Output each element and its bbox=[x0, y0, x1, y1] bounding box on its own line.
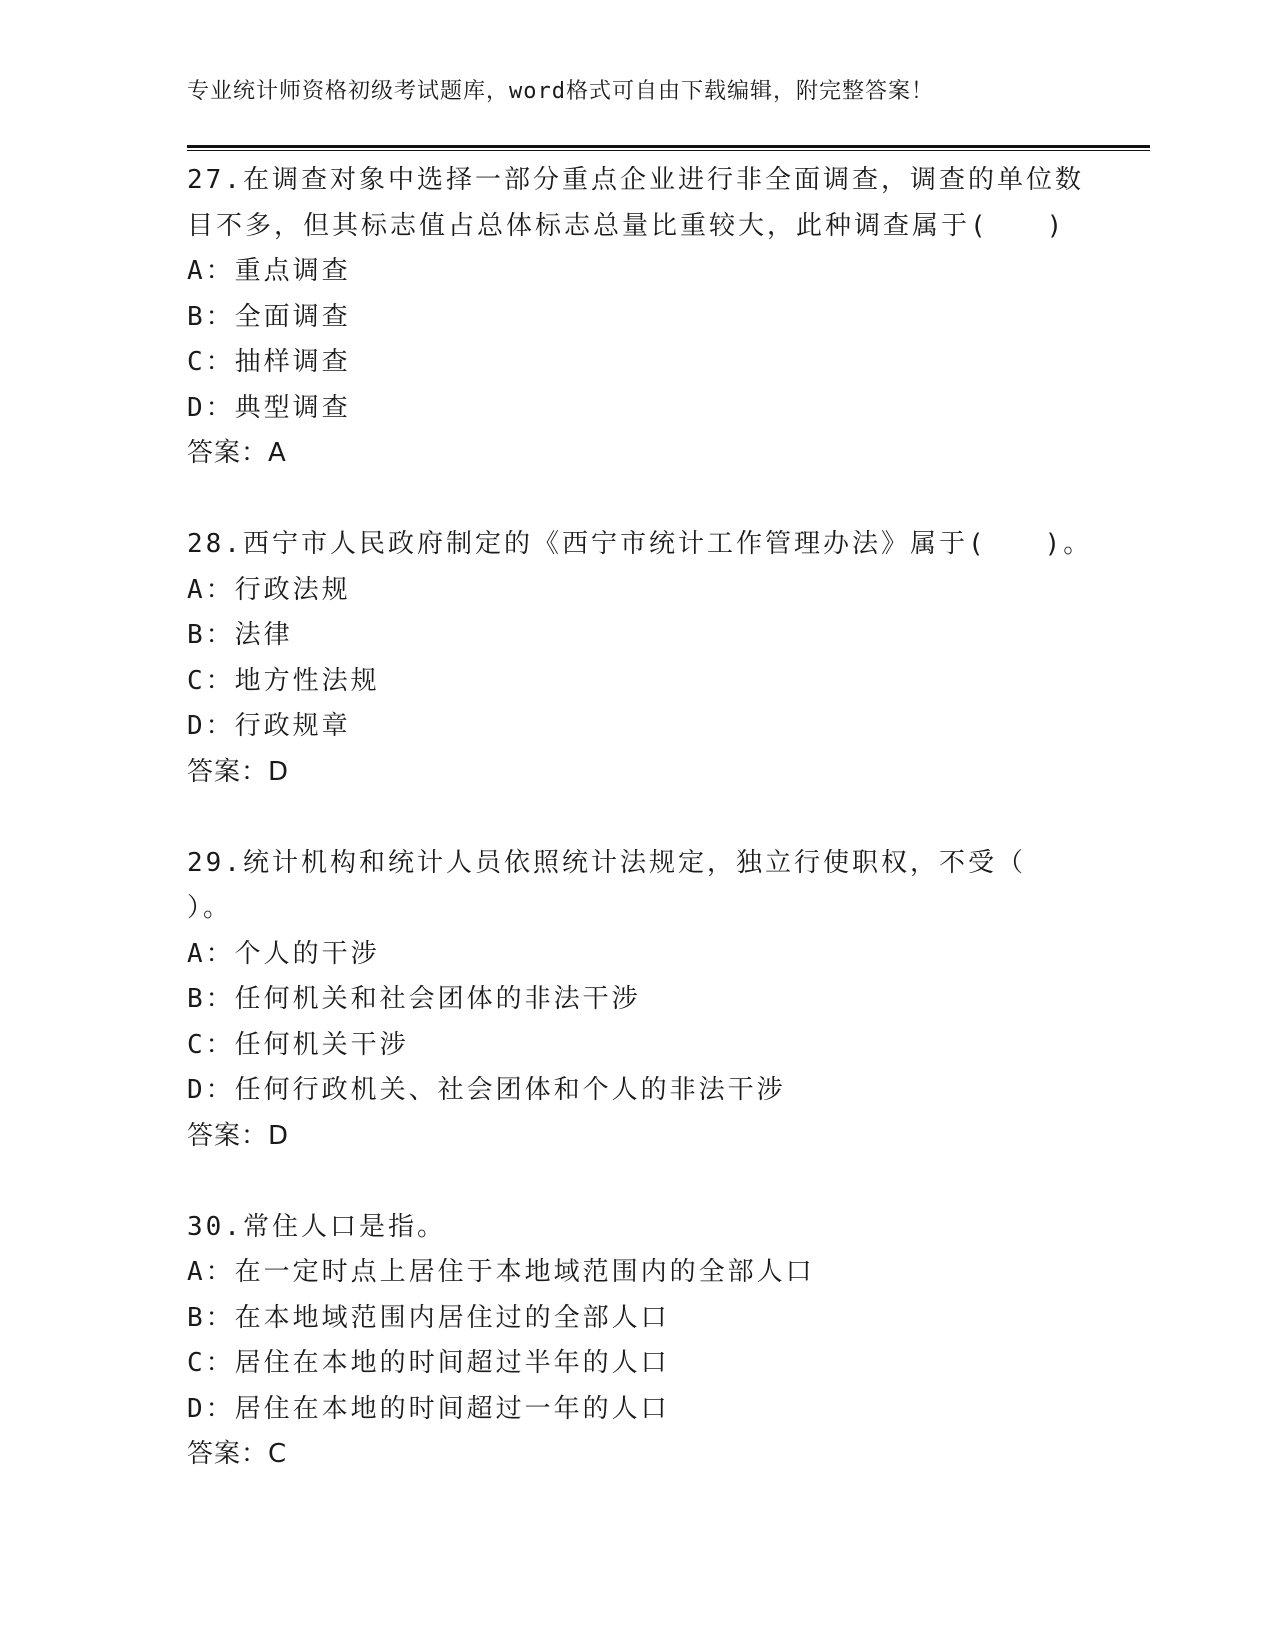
question-stem: 目不多，但其标志值占总体标志总量比重较大，此种调查属于( ) bbox=[187, 210, 1066, 241]
question-27 bbox=[187, 158, 1087, 477]
option-b: B：任何机关和社会团体的非法干涉 bbox=[187, 984, 641, 1014]
question-30 bbox=[187, 1205, 1087, 1478]
option-d: D：居住在本地的时间超过一年的人口 bbox=[187, 1393, 670, 1424]
option-c: C：抽样调查 bbox=[187, 347, 351, 377]
option-d: D：行政规章 bbox=[187, 711, 351, 741]
answer-line bbox=[187, 1432, 1087, 1478]
answer-line bbox=[187, 750, 1087, 796]
answer-value: D bbox=[268, 756, 290, 787]
answer-label: 答案： bbox=[187, 1439, 269, 1469]
option-d: D：典型调查 bbox=[187, 392, 351, 423]
question-list bbox=[187, 158, 1093, 1478]
question-stem: 28.西宁市人民政府制定的《西宁市统计工作管理办法》属于( )。 bbox=[187, 529, 1093, 559]
question-stem: ）。 bbox=[187, 893, 233, 923]
question-28 bbox=[187, 522, 1093, 795]
option-b: B：法律 bbox=[187, 620, 293, 650]
answer-value: A bbox=[268, 438, 287, 468]
answer-line bbox=[187, 1114, 1087, 1160]
option-a: A：在一定时点上居住于本地域范围内的全部人口 bbox=[187, 1257, 815, 1287]
header-rule-thick bbox=[187, 145, 1150, 148]
question-stem: 30.常住人口是指。 bbox=[187, 1211, 446, 1242]
answer-line bbox=[187, 431, 1087, 477]
question-29 bbox=[187, 841, 1087, 1160]
page-header: 专业统计师资格初级考试题库，word格式可自由下载编辑，附完整答案！ bbox=[187, 79, 934, 104]
option-c: C：地方性法规 bbox=[187, 665, 380, 696]
option-a: A：行政法规 bbox=[187, 574, 351, 605]
answer-label: 答案： bbox=[187, 1120, 269, 1151]
header-rule-thin bbox=[187, 150, 1150, 151]
question-stem: 27.在调查对象中选择一部分重点企业进行非全面调查，调查的单位数 bbox=[187, 165, 1084, 195]
answer-value: C bbox=[268, 1439, 288, 1469]
answer-label: 答案： bbox=[187, 438, 269, 468]
option-c: C：居住在本地的时间超过半年的人口 bbox=[187, 1348, 670, 1378]
option-a: A：重点调查 bbox=[187, 256, 351, 286]
question-stem: 29.统计机构和统计人员依照统计法规定，独立行使职权，不受（ bbox=[187, 847, 1026, 878]
answer-label: 答案： bbox=[187, 756, 269, 787]
answer-value: D bbox=[268, 1120, 290, 1151]
option-d: D：任何行政机关、社会团体和个人的非法干涉 bbox=[187, 1075, 786, 1105]
option-b: B：在本地域范围内居住过的全部人口 bbox=[187, 1302, 670, 1333]
option-c: C：任何机关干涉 bbox=[187, 1029, 409, 1060]
option-a: A：个人的干涉 bbox=[187, 938, 380, 969]
option-b: B：全面调查 bbox=[187, 301, 351, 332]
